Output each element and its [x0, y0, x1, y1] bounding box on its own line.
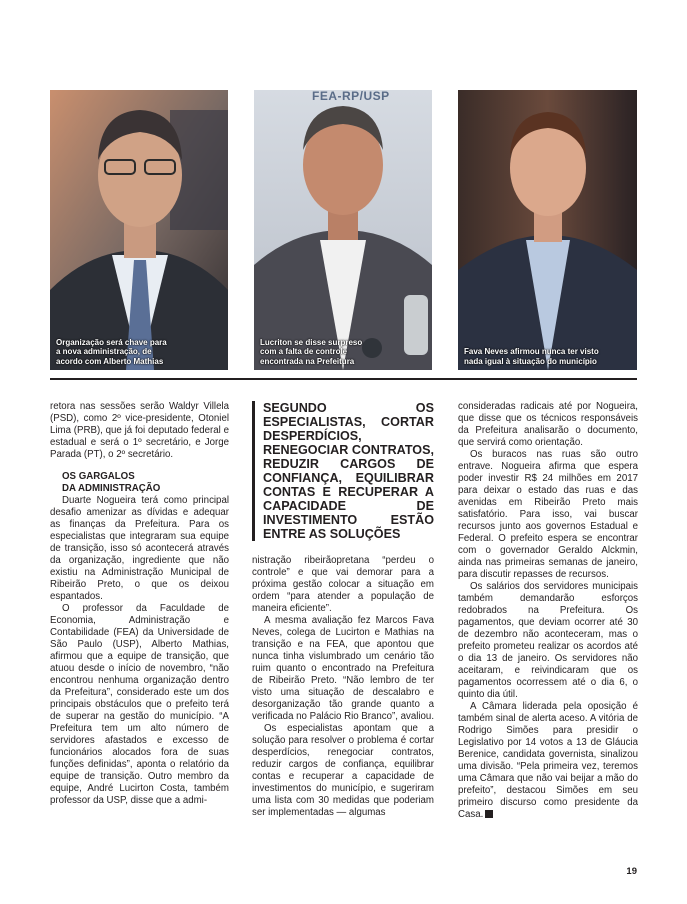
portrait-photo [458, 90, 637, 370]
paragraph: retora nas sessões serão Waldyr Villela (PSD), como 2º vice-presidente, Otoniel Lima (PRB), que já foi deputado federal e estadual e será o 1º secretário, e Jorge Parada (PT), o 2º secretário. [50, 401, 229, 460]
page-number: 19 [626, 866, 637, 877]
photo-caption: Organização será chave para a nova administração, de acordo com Alberto Mathias [56, 337, 167, 366]
paragraph: nistração ribeirãopretana “perdeu o controle” e que vai demorar para a próxima gestão colocar a situação em ordem “para atender a população de maneira eficiente”. [252, 555, 434, 614]
photo-andre-lucirton [254, 90, 432, 370]
paragraph-text: A Câmara liderada pela oposição é também sinal de alerta aceso. A vitória de Rodrigo Simões para presidir o Legislativo por 14 votos a 13 de Gláucia Berenice, candidata governista, sinalizou uma divisão. “Pela primeira vez, teremos uma Câmara que não vai beijar a mão do prefeito”, destacou Simões em seu primeiro discurso como presidente da Casa. [458, 701, 638, 820]
paragraph: Os especialistas apontam que a solução para resolver o problema é cortar desperdícios, renegociar contratos, reduzir cargos de confiança, equilibrar contas e recuperar a capacidade de investimentos do município, e sugeriram uma lista com 30 medidas que poderiam ser implementadas — algumas [252, 723, 434, 818]
photo-alberto-mathias [50, 90, 228, 370]
pull-quote: SEGUNDO OS ESPECIALISTAS, CORTAR DESPERDÍCIOS, RENEGOCIAR CONTRATOS, REDUZIR CARGOS DE CONFIANÇA, EQUILIBRAR CONTAS E RECUPERAR A CAPACIDADE DE INVESTIMENTO ESTÃO ENTRE AS SOLUÇÕES [252, 401, 434, 541]
photo-background-sign: FEA-RP/USP [312, 90, 390, 103]
portrait-photo [254, 90, 432, 370]
article-column-2 [252, 401, 434, 819]
article-column-1 [50, 401, 229, 807]
portrait-photo [50, 90, 228, 370]
paragraph: Os salários dos servidores municipais também demandarão esforços redobrados na Prefeitura. Os pagamentos, que deviam ocorrer até 30 de dezembro não aconteceram, mas o prefeito prometeu realizar os acordos até o dia 13 de janeiro. Os servidores não aceitaram, e reivindicaram que os pagamentos ocorressem até o dia 6, o quinto dia útil. [458, 581, 638, 700]
photo-caption: Lucriton se disse surpreso com a falta de controle encontrada na Prefeitura [260, 337, 363, 366]
paragraph: Duarte Nogueira terá como principal desafio amenizar as dívidas e adequar as finanças da Prefeitura. Para os especialistas que integraram sua equipe de transição, isso só acontecerá através da organização, ingrediente que não existiu na Administração Municipal de Ribeirão Preto, o que os deixou espantados. [50, 495, 229, 602]
article-column-3 [458, 401, 638, 821]
paragraph: A mesma avaliação fez Marcos Fava Neves, colega de Lucirton e Mathias na transição e na FEA, que apontou que nunca tinha vislumbrado um cenário tão ruim quanto o encontrado na Prefeitura de Ribeirão Preto. “Não lembro de ter visto uma situação de descalabro e desorganização tão grande quanto a verificada no Palácio Rio Branco”, avaliou. [252, 615, 435, 722]
photo-caption: Fava Neves afirmou nunca ter visto nada igual à situação do município [464, 347, 599, 366]
paragraph: Os buracos nas ruas são outro entrave. Nogueira afirma que espera poder investir R$ 24 milhões em 2017 para deixar o estado das ruas e das avenidas em Ribeirão Preto mais satisfatório. Para isso, vai buscar recursos junto aos governos Estadual e Federal. O prefeito espera se encontrar com o governador Geraldo Alckmin, ainda nas primeiras semanas de janeiro, para discutir repasses de recursos. [458, 449, 638, 580]
paragraph: consideradas radicais até por Nogueira, que disse que os técnicos responsáveis da Prefeitura analisarão o documento, que servirá como orientação. [458, 401, 638, 448]
section-heading: OS GARGALOS DA ADMINISTRAÇÃO [62, 471, 161, 494]
end-mark-icon [485, 810, 493, 818]
photo-marcos-fava-neves [458, 90, 637, 370]
paragraph: O professor da Faculdade de Economia, Administração e Contabilidade (FEA) da Universidade de São Paulo (USP), Alberto Mathias, afirmou que a equipe de transição, que atuou desde o início de novembro, “não encontrou nenhuma organização dentro da Prefeitura”, considerado este um dos principais obstáculos que o prefeito terá de superar na gestão do município. “A Prefeitura tem um alto número de servidores afastados e excesso de funcionários alocados fora de suas funções definidas”, aponta o relatório da equipe de transição. Outro membro da equipe, André Lucirton Costa, também professor da USP, disse que a admi- [50, 603, 229, 806]
section-rule [50, 378, 637, 380]
paragraph [458, 701, 638, 821]
